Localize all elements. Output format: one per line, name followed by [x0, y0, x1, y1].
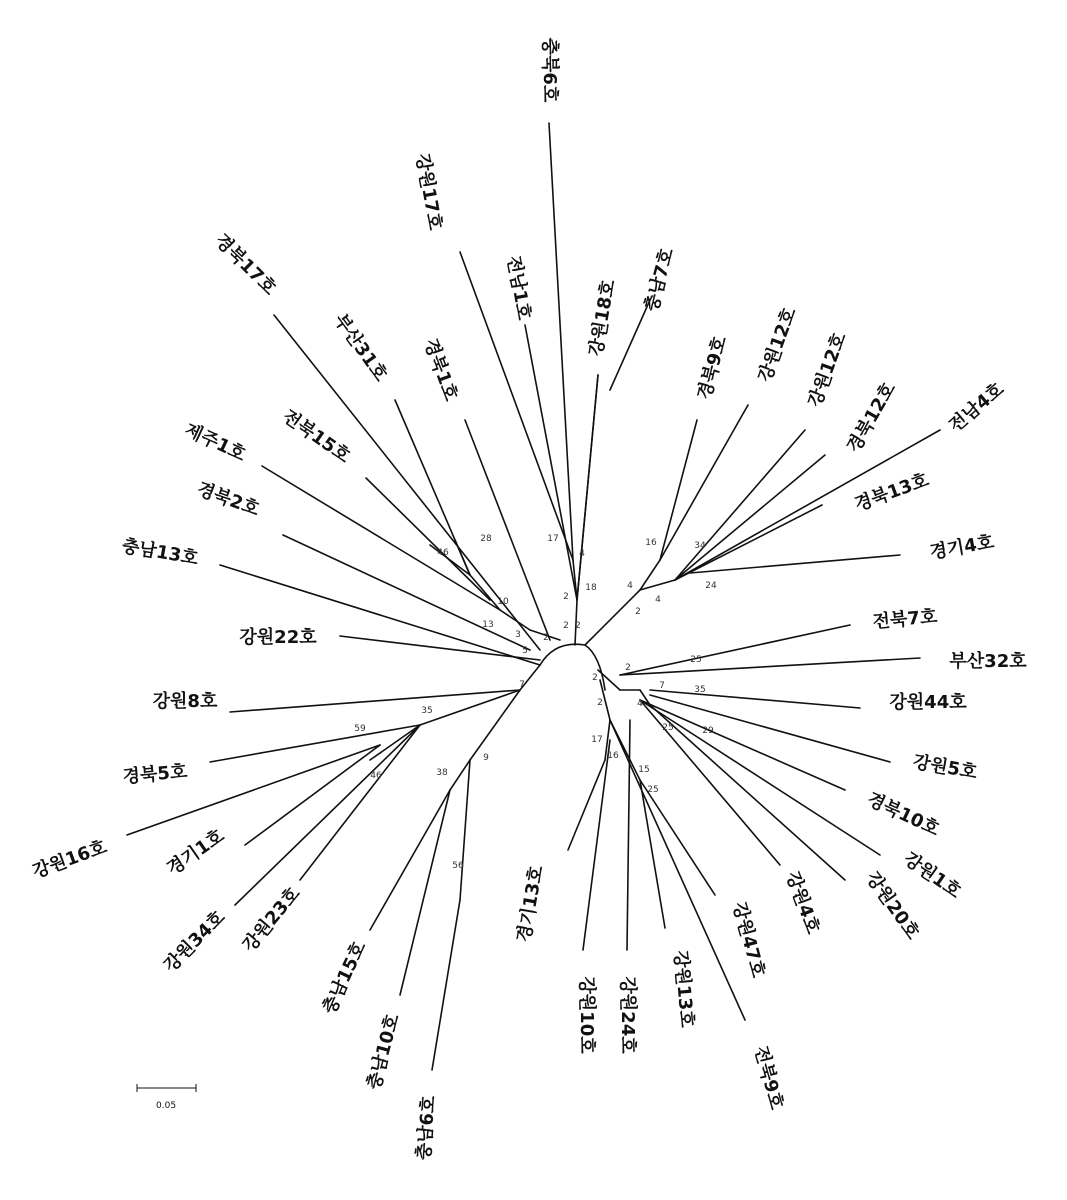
tree-branch — [460, 760, 470, 900]
tree-branch — [660, 420, 697, 560]
leaf-label: 충남15호 — [318, 938, 371, 1018]
support-value: 9 — [483, 753, 489, 763]
support-value: 46 — [437, 548, 449, 558]
tree-branch — [400, 790, 450, 995]
leaf-labels — [30, 38, 1028, 1161]
tree-branch — [525, 325, 577, 600]
support-value: 2 — [597, 698, 603, 708]
leaf-label: 부산31호 — [329, 310, 392, 386]
tree-branch — [370, 790, 450, 930]
support-value: 7 — [519, 680, 525, 690]
leaf-label: 강원44호 — [889, 692, 967, 713]
support-value: 17 — [547, 534, 559, 544]
tree-branch — [650, 690, 860, 708]
tree-branch — [650, 695, 890, 762]
tree-branch — [577, 375, 598, 600]
leaf-label: 강원23호 — [238, 883, 305, 957]
leaf-label: 경북1호 — [419, 335, 462, 404]
leaf-label: 강원5호 — [911, 751, 979, 784]
leaf-label: 전북15호 — [278, 405, 354, 468]
tree-branch — [450, 760, 470, 790]
support-value: 2 — [635, 607, 641, 617]
support-value: 25 — [690, 655, 702, 665]
leaf-label: 강원22호 — [239, 627, 317, 648]
tree-branch — [568, 760, 605, 850]
leaf-label: 강원16호 — [29, 836, 110, 883]
tree-branch — [640, 780, 665, 928]
tree-branch — [500, 610, 530, 630]
support-value: 18 — [585, 583, 597, 593]
support-value: 35 — [694, 685, 706, 695]
tree-branch — [640, 700, 880, 855]
support-value: 17 — [591, 735, 603, 745]
leaf-label: 경기1호 — [163, 825, 229, 880]
leaf-label: 강원47호 — [728, 899, 769, 980]
support-value: 34 — [694, 541, 706, 551]
leaf-label: 강원8호 — [152, 691, 218, 712]
tree-branch — [620, 625, 850, 675]
leaf-label: 충남13호 — [120, 535, 200, 570]
tree-branch — [432, 900, 460, 1070]
leaf-label: 전북7호 — [871, 606, 939, 633]
support-value: 16 — [607, 751, 619, 761]
tree-branch — [610, 300, 650, 390]
tree-branch — [300, 725, 420, 880]
leaf-label: 강원17호 — [411, 152, 446, 232]
tree-branch — [640, 700, 845, 790]
tree-branch — [465, 420, 550, 640]
support-value: 25 — [647, 785, 659, 795]
tree-branch — [262, 466, 500, 610]
tree-branch — [650, 705, 845, 880]
support-value: 2 — [575, 621, 581, 631]
support-value: 2 — [592, 673, 598, 683]
leaf-label: 부산32호 — [949, 651, 1027, 672]
tree-branch — [127, 745, 380, 835]
support-value: 28 — [480, 534, 492, 544]
support-values — [354, 534, 717, 871]
support-value: 4 — [655, 595, 661, 605]
leaf-label: 전남4호 — [945, 378, 1009, 437]
leaf-label: 강원4호 — [781, 868, 824, 937]
support-value: 24 — [705, 581, 717, 591]
leaf-label: 제주1호 — [181, 419, 249, 466]
tree-root-arc — [540, 644, 605, 690]
leaf-label: 경북5호 — [121, 761, 189, 788]
tree-branch — [230, 690, 520, 712]
support-value: 35 — [421, 706, 433, 716]
support-value: 13 — [482, 620, 494, 630]
support-value: 25 — [662, 723, 674, 733]
support-value: 4 — [627, 581, 633, 591]
leaf-label: 충북6호 — [539, 37, 560, 103]
support-value: 15 — [638, 765, 650, 775]
support-value: 16 — [645, 538, 657, 548]
leaf-label: 경북13호 — [851, 469, 932, 516]
leaf-label: 강원24호 — [617, 976, 638, 1054]
support-value: 38 — [436, 768, 448, 778]
tree-branch — [583, 740, 610, 950]
tree-branch — [690, 555, 900, 573]
tree-branch — [470, 690, 520, 760]
leaf-label: 충남6호 — [413, 1094, 440, 1162]
tree-branch — [660, 405, 748, 560]
support-value: 3 — [515, 630, 521, 640]
tree-branch — [585, 590, 640, 645]
scale-bar — [137, 1084, 196, 1111]
tree-branch — [549, 123, 573, 560]
leaf-label: 강원18호 — [585, 278, 620, 358]
leaf-label: 경북9호 — [694, 333, 732, 402]
leaf-label: 강원10호 — [576, 976, 597, 1054]
support-value: 2 — [543, 633, 549, 643]
support-value: 4 — [637, 699, 643, 709]
support-value: 10 — [497, 597, 509, 607]
support-value: 59 — [354, 724, 366, 734]
leaf-label: 강원1호 — [899, 848, 965, 903]
leaf-label: 경북17호 — [210, 229, 281, 300]
scale-bar-label: 0.05 — [156, 1101, 177, 1111]
leaf-label: 경북10호 — [863, 788, 943, 841]
leaf-label: 강원20호 — [861, 868, 924, 944]
support-value: 2 — [563, 592, 569, 602]
leaf-label: 강원13호 — [669, 949, 698, 1029]
leaf-label: 경기4호 — [928, 531, 996, 564]
tree-branch — [675, 430, 805, 580]
support-value: 46 — [370, 771, 382, 781]
support-value: 2 — [563, 621, 569, 631]
tree-branch — [640, 780, 715, 895]
leaf-label: 경북12호 — [843, 379, 900, 457]
leaf-label: 충남10호 — [363, 1011, 404, 1092]
support-value: 7 — [659, 681, 665, 691]
leaf-label: 전북9호 — [749, 1043, 787, 1112]
tree-branch — [620, 658, 920, 675]
leaf-label: 전남1호 — [502, 254, 535, 322]
tree-branch — [675, 455, 825, 580]
support-value: 5 — [522, 646, 528, 656]
support-value: 29 — [702, 726, 714, 736]
leaf-label: 강원34호 — [159, 906, 230, 977]
support-value: 56 — [452, 861, 464, 871]
leaf-label: 강원12호 — [804, 329, 851, 410]
leaf-label: 경기13호 — [513, 864, 548, 944]
tree-branch — [370, 725, 420, 760]
leaf-label: 경북2호 — [194, 478, 263, 521]
support-value: 4 — [579, 549, 585, 559]
support-value: 2 — [625, 663, 631, 673]
leaf-label: 충남7호 — [641, 245, 679, 314]
tree-branch — [675, 430, 940, 580]
tree-branch — [283, 535, 530, 650]
leaf-label: 강원12호 — [754, 304, 801, 385]
tree-branch — [420, 690, 520, 725]
